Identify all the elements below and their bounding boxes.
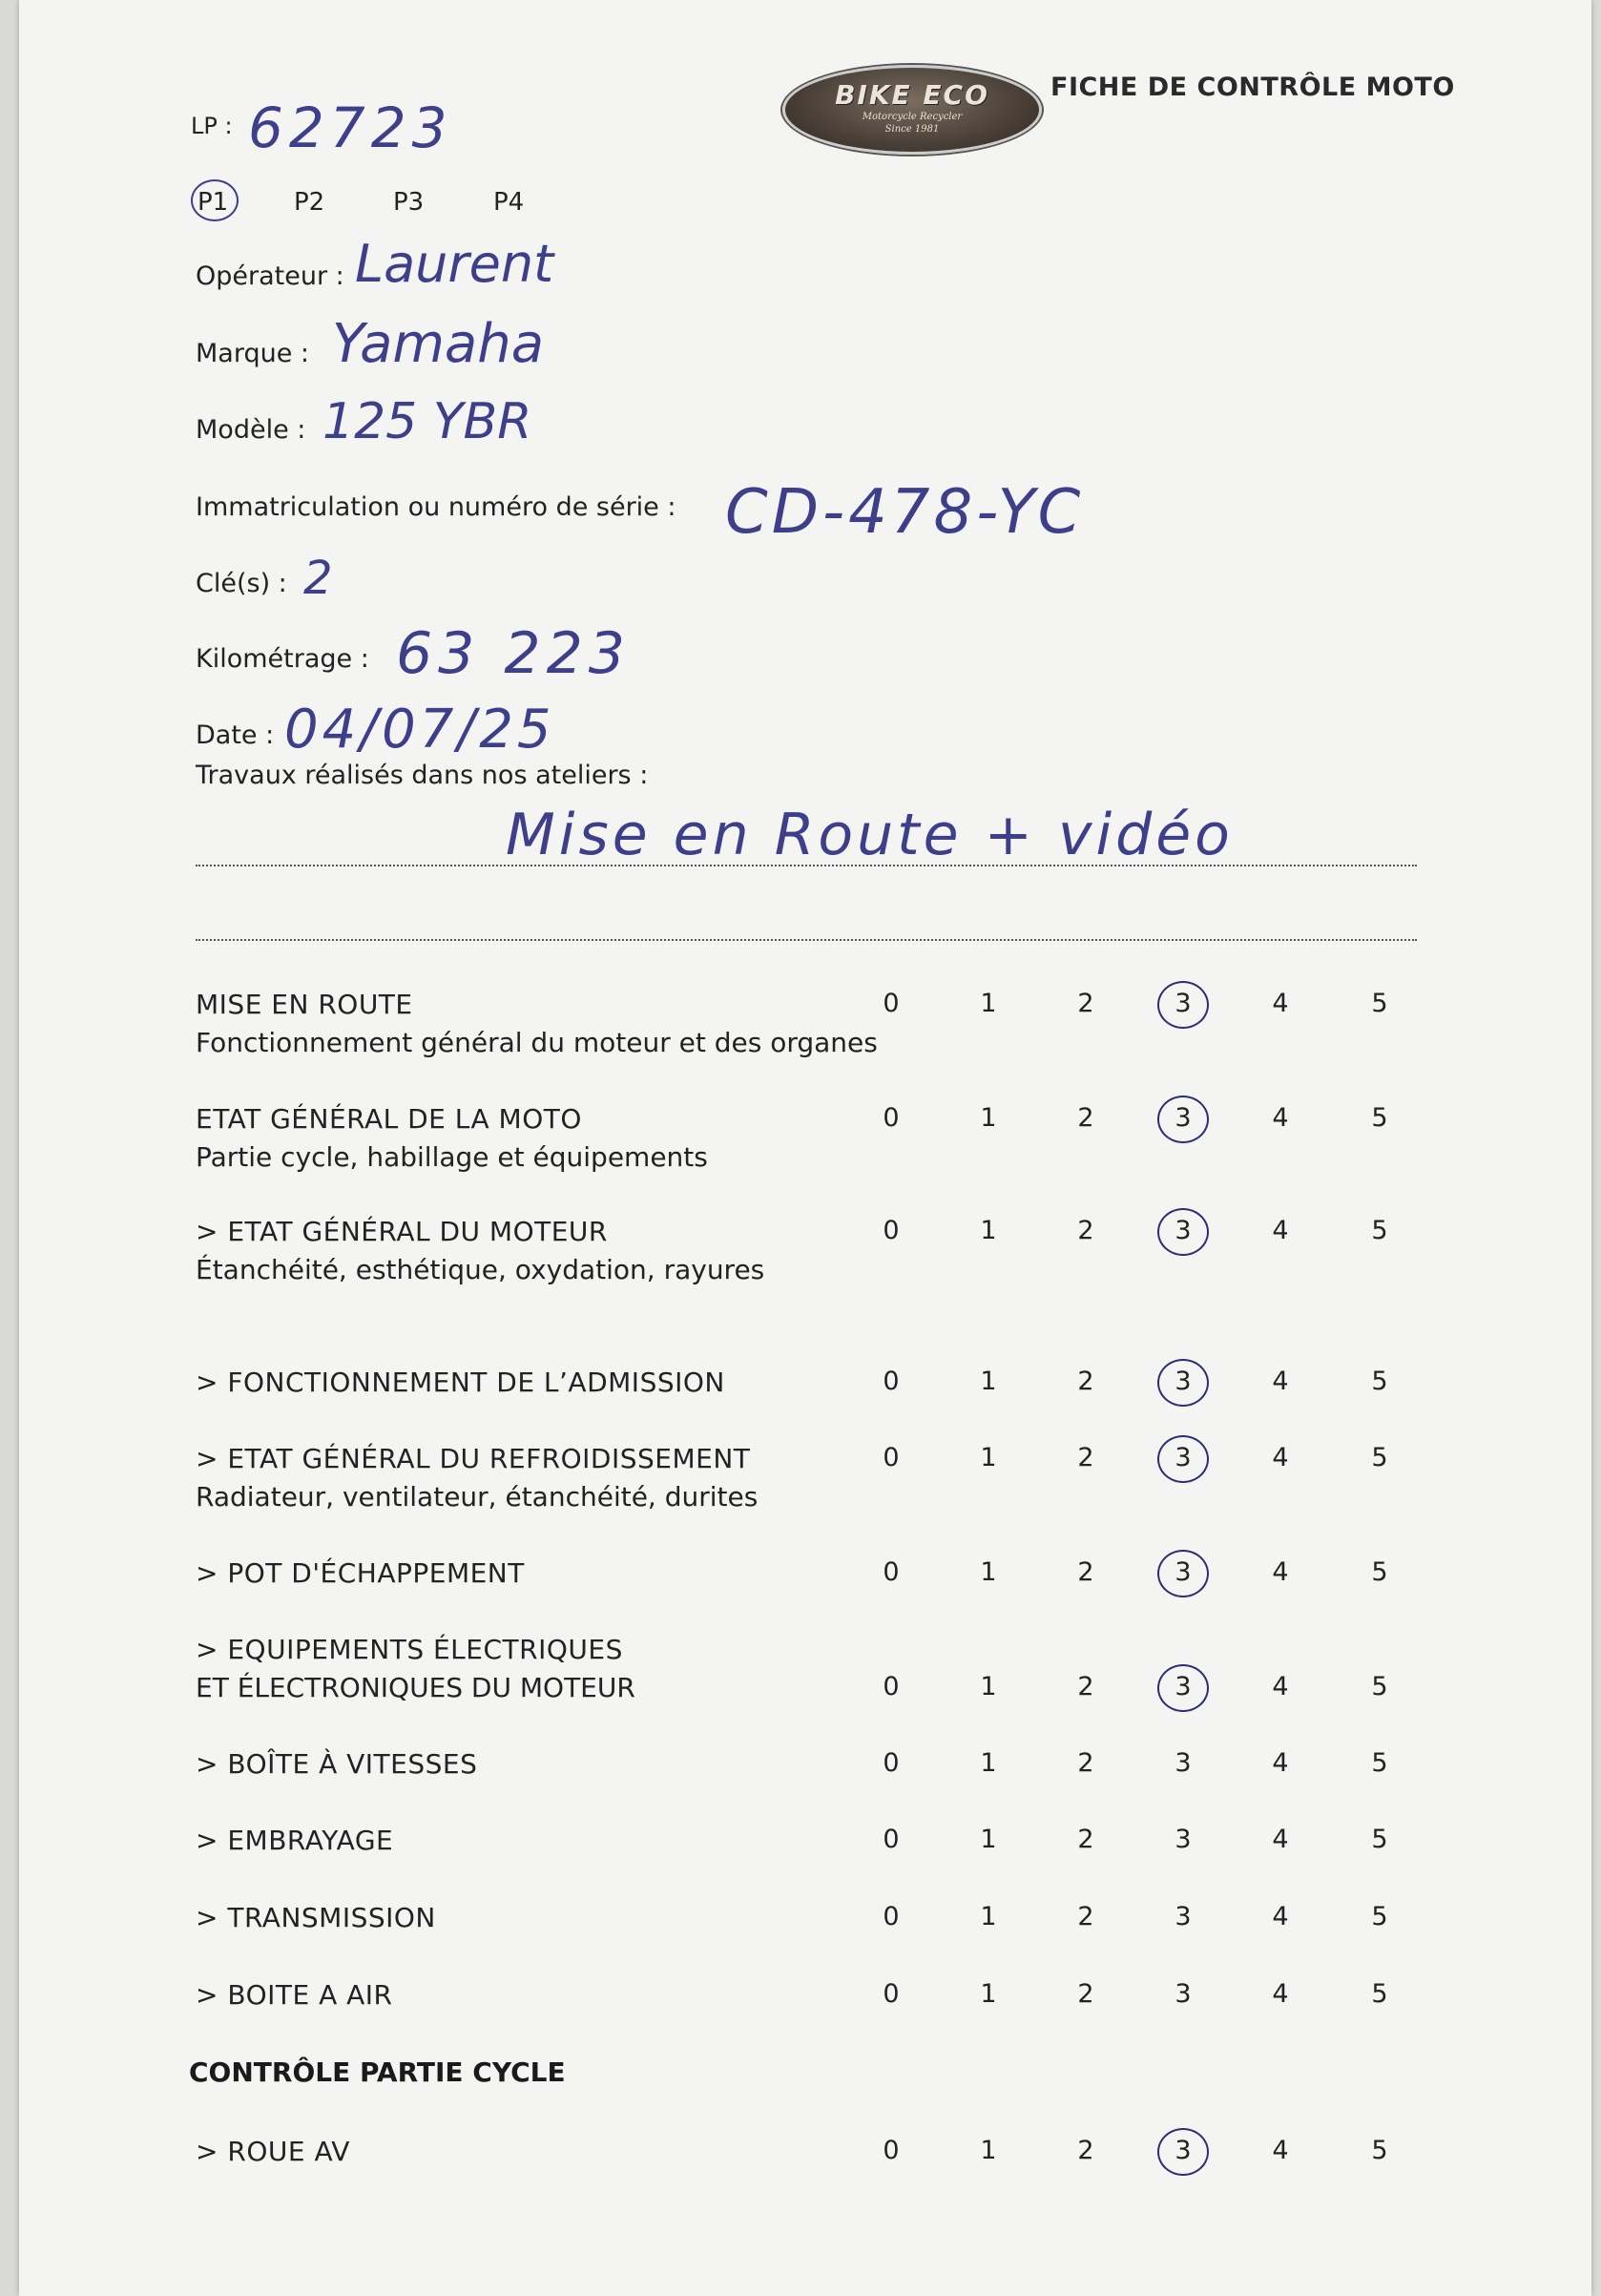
control-row-5-score-3[interactable]: 3	[1175, 1557, 1192, 1587]
control-row-10-score-1[interactable]: 1	[980, 1979, 997, 2009]
works-label: Travaux réalisés dans nos ateliers :	[196, 761, 649, 790]
control-row-4-score-circle	[1157, 1435, 1209, 1483]
control-row-10-score-4[interactable]: 4	[1272, 1979, 1289, 2009]
control-row-2-score-5[interactable]: 5	[1371, 1216, 1388, 1245]
control-row-1-score-1[interactable]: 1	[980, 1103, 997, 1133]
control-row-2-score-0[interactable]: 0	[883, 1216, 900, 1245]
works-line-2	[196, 939, 1417, 941]
cycle-row-0-score-4[interactable]: 4	[1272, 2136, 1289, 2165]
model-value: 125 YBR	[322, 393, 532, 450]
lp-value: 62723	[248, 95, 453, 160]
control-row-6-score-4[interactable]: 4	[1272, 1672, 1289, 1701]
cycle-row-0-score-circle	[1157, 2128, 1209, 2176]
logo-brand: BIKE ECO	[835, 79, 989, 111]
works-line-1	[196, 865, 1417, 866]
control-row-10-title: > BOITE A AIR	[196, 1979, 393, 2011]
control-row-3-score-5[interactable]: 5	[1371, 1367, 1388, 1396]
control-row-4-score-3[interactable]: 3	[1175, 1443, 1192, 1472]
control-row-3-score-3[interactable]: 3	[1175, 1367, 1192, 1396]
mileage-label: Kilométrage :	[196, 644, 369, 674]
control-row-5-score-5[interactable]: 5	[1371, 1557, 1388, 1587]
cycle-row-0-score-1[interactable]: 1	[980, 2136, 997, 2165]
control-row-0-score-5[interactable]: 5	[1371, 989, 1388, 1018]
control-row-1-score-5[interactable]: 5	[1371, 1103, 1388, 1133]
model-label: Modèle :	[196, 415, 306, 445]
control-row-8-score-2[interactable]: 2	[1077, 1825, 1094, 1854]
control-row-3-score-4[interactable]: 4	[1272, 1367, 1289, 1396]
control-row-9-score-1[interactable]: 1	[980, 1902, 997, 1931]
control-row-2-score-2[interactable]: 2	[1077, 1216, 1094, 1245]
control-row-6-score-1[interactable]: 1	[980, 1672, 997, 1701]
control-row-6-score-0[interactable]: 0	[883, 1672, 900, 1701]
control-row-1-score-0[interactable]: 0	[883, 1103, 900, 1133]
control-row-7-title: > BOÎTE À VITESSES	[196, 1748, 478, 1780]
section-heading-cycle: CONTRÔLE PARTIE CYCLE	[189, 2056, 566, 2088]
control-row-0-score-1[interactable]: 1	[980, 989, 997, 1018]
lp-label: LP :	[191, 113, 233, 139]
control-row-2-score-1[interactable]: 1	[980, 1216, 997, 1245]
control-sheet	[19, 0, 1591, 2296]
control-row-1-score-3[interactable]: 3	[1175, 1103, 1192, 1133]
control-row-1-subtitle: Partie cycle, habillage et équipements	[196, 1141, 708, 1173]
control-row-8-score-4[interactable]: 4	[1272, 1825, 1289, 1854]
control-row-6-score-2[interactable]: 2	[1077, 1672, 1094, 1701]
keys-value: 2	[303, 552, 333, 605]
control-row-9-score-2[interactable]: 2	[1077, 1902, 1094, 1931]
control-row-9-title: > TRANSMISSION	[196, 1902, 436, 1933]
cycle-row-0-score-3[interactable]: 3	[1175, 2136, 1192, 2165]
control-row-6-score-circle	[1157, 1664, 1209, 1712]
control-row-8-score-1[interactable]: 1	[980, 1825, 997, 1854]
control-row-5-score-circle	[1157, 1550, 1209, 1597]
control-row-4-score-0[interactable]: 0	[883, 1443, 900, 1472]
control-row-3-score-0[interactable]: 0	[883, 1367, 900, 1396]
control-row-1-score-circle	[1157, 1096, 1209, 1143]
control-row-2-score-4[interactable]: 4	[1272, 1216, 1289, 1245]
control-row-5-score-4[interactable]: 4	[1272, 1557, 1289, 1587]
cycle-row-0-score-2[interactable]: 2	[1077, 2136, 1094, 2165]
control-row-3-score-circle	[1157, 1359, 1209, 1407]
brand-value: Yamaha	[332, 313, 545, 375]
control-row-5-score-2[interactable]: 2	[1077, 1557, 1094, 1587]
bike-eco-logo	[782, 65, 1042, 155]
control-row-0-score-3[interactable]: 3	[1175, 989, 1192, 1018]
logo-line2: Since 1981	[884, 124, 940, 135]
date-value: 04/07/25	[284, 699, 555, 761]
registration-label: Immatriculation ou numéro de série :	[196, 492, 676, 522]
control-row-0-score-2[interactable]: 2	[1077, 989, 1094, 1018]
control-row-1-title: ETAT GÉNÉRAL DE LA MOTO	[196, 1103, 582, 1135]
control-row-7-score-3[interactable]: 3	[1175, 1748, 1192, 1778]
control-row-6-score-3[interactable]: 3	[1175, 1672, 1192, 1701]
control-row-2-subtitle: Étanchéité, esthétique, oxydation, rayures	[196, 1254, 765, 1285]
control-row-8-title: > EMBRAYAGE	[196, 1825, 394, 1856]
control-row-0-score-circle	[1157, 981, 1209, 1029]
cycle-row-0-score-0[interactable]: 0	[883, 2136, 900, 2165]
control-row-7-score-1[interactable]: 1	[980, 1748, 997, 1778]
control-row-6-score-5[interactable]: 5	[1371, 1672, 1388, 1701]
works-value: Mise en Route + vidéo	[506, 802, 1234, 868]
control-row-1-score-4[interactable]: 4	[1272, 1103, 1289, 1133]
control-row-0-title: MISE EN ROUTE	[196, 989, 413, 1020]
position-p4: P4	[493, 188, 525, 217]
control-row-10-score-3[interactable]: 3	[1175, 1979, 1192, 2009]
mileage-value: 63 223	[396, 620, 631, 687]
control-row-2-score-circle	[1157, 1208, 1209, 1256]
control-row-3-title: > FONCTIONNEMENT DE L’ADMISSION	[196, 1367, 725, 1398]
control-row-5-title: > POT D'ÉCHAPPEMENT	[196, 1557, 525, 1589]
control-row-6-title: > EQUIPEMENTS ÉLECTRIQUES	[196, 1634, 623, 1665]
control-row-10-score-5[interactable]: 5	[1371, 1979, 1388, 2009]
logo-line1: Motorcycle Recycler	[862, 112, 963, 122]
position-p2: P2	[294, 188, 325, 217]
brand-label: Marque :	[196, 339, 310, 368]
control-row-3-score-1[interactable]: 1	[980, 1367, 997, 1396]
keys-label: Clé(s) :	[196, 569, 287, 598]
control-row-9-score-4[interactable]: 4	[1272, 1902, 1289, 1931]
control-row-7-score-5[interactable]: 5	[1371, 1748, 1388, 1778]
control-row-4-title: > ETAT GÉNÉRAL DU REFROIDISSEMENT	[196, 1443, 751, 1474]
control-row-8-score-5[interactable]: 5	[1371, 1825, 1388, 1854]
operator-label: Opérateur :	[196, 261, 344, 291]
control-row-3-score-2[interactable]: 2	[1077, 1367, 1094, 1396]
position-p3: P3	[393, 188, 425, 217]
control-row-7-score-2[interactable]: 2	[1077, 1748, 1094, 1778]
control-row-4-score-1[interactable]: 1	[980, 1443, 997, 1472]
control-row-10-score-2[interactable]: 2	[1077, 1979, 1094, 2009]
operator-value: Laurent	[355, 234, 554, 294]
cycle-row-0-score-5[interactable]: 5	[1371, 2136, 1388, 2165]
control-row-0-score-0[interactable]: 0	[883, 989, 900, 1018]
page-title: FICHE DE CONTRÔLE MOTO	[1050, 73, 1455, 102]
control-row-4-score-4[interactable]: 4	[1272, 1443, 1289, 1472]
control-row-6-subtitle: ET ÉLECTRONIQUES DU MOTEUR	[196, 1672, 635, 1703]
control-row-1-score-2[interactable]: 2	[1077, 1103, 1094, 1133]
control-row-0-score-4[interactable]: 4	[1272, 989, 1289, 1018]
control-row-5-score-0[interactable]: 0	[883, 1557, 900, 1587]
control-row-9-score-5[interactable]: 5	[1371, 1902, 1388, 1931]
date-label: Date :	[196, 720, 275, 750]
control-row-7-score-4[interactable]: 4	[1272, 1748, 1289, 1778]
registration-value: CD-478-YC	[725, 477, 1085, 548]
control-row-0-subtitle: Fonctionnement général du moteur et des organes	[196, 1027, 878, 1058]
control-row-5-score-1[interactable]: 1	[980, 1557, 997, 1587]
control-row-9-score-0[interactable]: 0	[883, 1902, 900, 1931]
control-row-8-score-3[interactable]: 3	[1175, 1825, 1192, 1854]
control-row-2-title: > ETAT GÉNÉRAL DU MOTEUR	[196, 1216, 608, 1247]
control-row-2-score-3[interactable]: 3	[1175, 1216, 1192, 1245]
control-row-4-subtitle: Radiateur, ventilateur, étanchéité, durites	[196, 1481, 759, 1513]
cycle-row-0-title: > ROUE AV	[196, 2136, 350, 2167]
control-row-8-score-0[interactable]: 0	[883, 1825, 900, 1854]
control-row-10-score-0[interactable]: 0	[883, 1979, 900, 2009]
control-row-7-score-0[interactable]: 0	[883, 1748, 900, 1778]
control-row-4-score-2[interactable]: 2	[1077, 1443, 1094, 1472]
control-row-4-score-5[interactable]: 5	[1371, 1443, 1388, 1472]
position-p1: P1	[198, 188, 229, 217]
control-row-9-score-3[interactable]: 3	[1175, 1902, 1192, 1931]
